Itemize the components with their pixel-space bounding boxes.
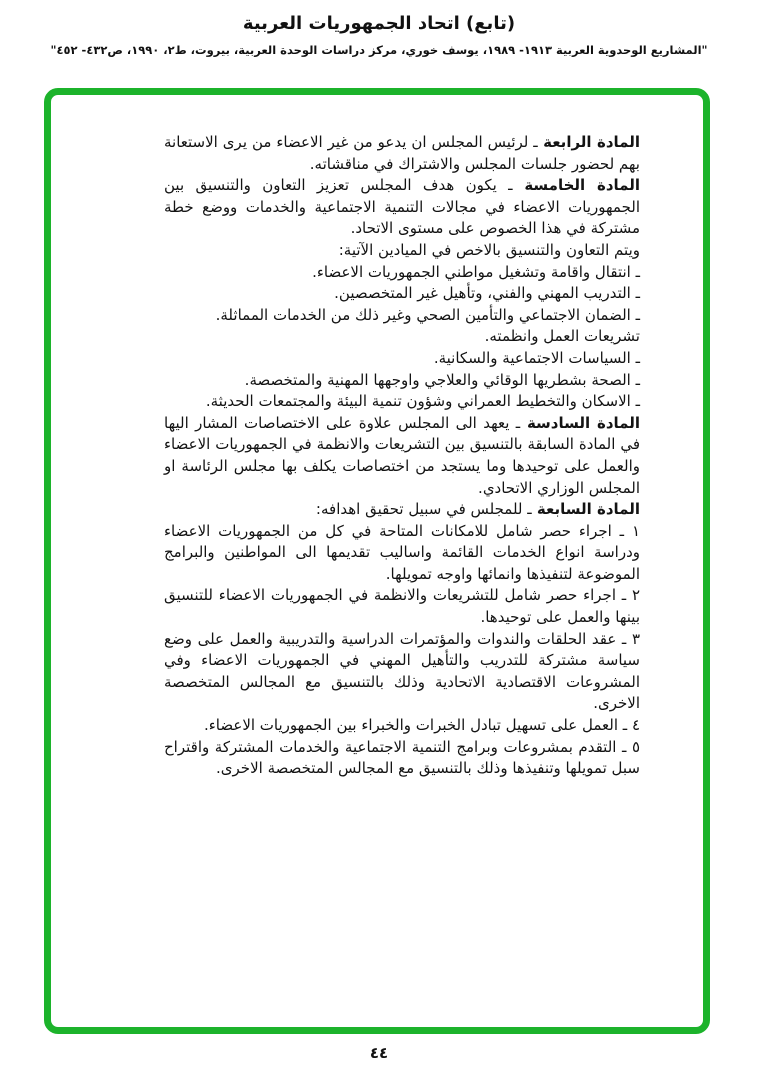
body-paragraph: ويتم التعاون والتنسيق بالاخص في الميادين الآتية:: [338, 240, 640, 259]
body-paragraph: ١ ـ اجراء حصر شامل للامكانات المتاحة في كل من الجمهوريات الاعضاء ودراسة انواع الخدمات القائمة واساليب تقديمها الى المواطنين والبرامج الموضوعة لتنفيذها وانمائها واوجه تمويلها.: [164, 521, 640, 583]
article-heading: المادة السابعة: [531, 500, 640, 519]
document-body: [164, 132, 640, 780]
body-paragraph: ـ الضمان الاجتماعي والتأمين الصحي وغير ذلك من الخدمات المماثلة.: [215, 305, 640, 324]
body-paragraph: ـ الصحة بشطريها الوقائي والعلاجي واوجهها المهنية والمتخصصة.: [244, 370, 640, 389]
body-paragraph: ـ انتقال واقامة وتشغيل مواطني الجمهوريات الاعضاء.: [312, 262, 640, 281]
article-heading: المادة الرابعة: [537, 133, 640, 151]
page-title: (تابع) اتحاد الجمهوريات العربية: [242, 13, 516, 34]
body-paragraph: ـ السياسات الاجتماعية والسكانية.: [433, 348, 640, 367]
body-paragraph: ٥ ـ التقدم بمشروعات وبرامج التنمية الاجتماعية والخدمات المشتركة واقتراح سبل تمويلها وتنفيذها وذلك بالتنسيق مع المجالس المتخصصة الاخرى.: [164, 737, 640, 778]
article-paragraph: المادة السادسة ـ يعهد الى المجلس علاوة على الاختصاصات المشار اليها في المادة السابقة بالتنسيق بين التشريعات والانظمة في الجمهوريات الاعضاء والعمل على توحيدها وما يستجد من اختصاصات يكلف بها مجلس الرئاسة او المجلس الوزاري الاتحادي.: [164, 413, 640, 497]
body-paragraph: تشريعات العمل وانظمته.: [484, 327, 640, 346]
article-heading: المادة الخامسة: [512, 176, 640, 195]
body-paragraph: ٣ ـ عقد الحلقات والندوات والمؤتمرات الدراسية والتدريبية والعمل على وضع سياسة مشتركة للتدريب والتأهيل المهني في الجمهوريات الاعضاء وفي المشروعات الاقتصادية الاتحادية وذلك بالتنسيق مع المجالس المتخصصة الاخرى.: [164, 629, 640, 713]
article-heading: المادة السادسة: [520, 413, 640, 432]
body-paragraph: ـ التدريب المهني والفني، وتأهيل غير المتخصصين.: [334, 284, 640, 303]
body-paragraph: ٤ ـ العمل على تسهيل تبادل الخبرات والخبراء بين الجمهوريات الاعضاء.: [203, 716, 640, 735]
source-citation: "المشاريع الوحدوية العربية ١٩١٣- ١٩٨٩، يوسف خوري، مركز دراسات الوحدة العربية، بيروت، ط٢، ١٩٩٠، ص٤٣٢- ٤٥٢": [50, 43, 708, 57]
body-paragraph: ـ الاسكان والتخطيط العمراني وشؤون تنمية البيئة والمجتمعات الحديثة.: [205, 392, 640, 411]
article-paragraph: المادة السابعة ـ للمجلس في سبيل تحقيق اهدافه:: [315, 500, 640, 519]
body-paragraph: ٢ ـ اجراء حصر شامل للتشريعات والانظمة في الجمهوريات الاعضاء للتنسيق بينها والعمل على توحيدها.: [164, 586, 640, 627]
page-header: [0, 12, 758, 58]
article-paragraph: المادة الخامسة ـ يكون هدف المجلس تعزيز التعاون والتنسيق بين الجمهوريات الاعضاء في مجالات التنمية الاجتماعية والخدمات ووضع خطة مشتركة في هذا الخصوص على مستوى الاتحاد.: [164, 176, 640, 238]
article-paragraph: المادة الرابعة ـ لرئيس المجلس ان يدعو من غير الاعضاء من يرى الاستعانة بهم لحضور جلسات المجلس والاشتراك في مناقشاته.: [164, 133, 640, 173]
page-number: ٤٤: [369, 1044, 389, 1062]
